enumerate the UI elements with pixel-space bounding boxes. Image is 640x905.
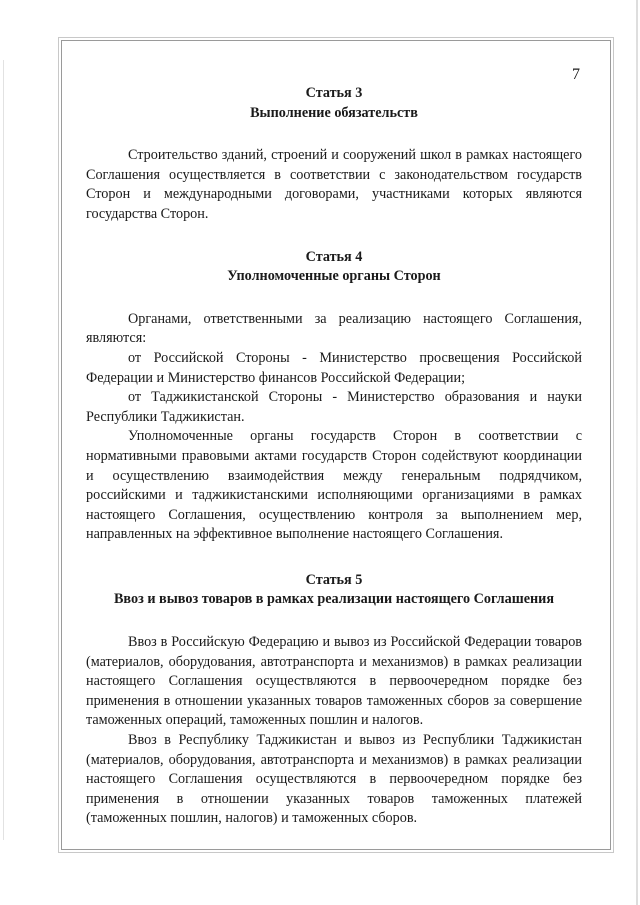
article-3 [86,84,582,225]
article-number: Статья 3 [305,85,363,101]
paragraph: Строительство зданий, строений и сооружений школ в рамках настоящего Соглашения осуществляется в соответствии с законодательством государств Сторон и международными договорами, участниками которых являются государства Сторон. [86,147,582,222]
article-4 [86,248,582,545]
paragraph: от Таджикистанской Стороны - Министерство образования и науки Республики Таджикистан. [86,389,582,425]
article-number: Статья 4 [305,248,363,265]
paragraph: от Российской Стороны - Министерство просвещения Российской Федерации и Министерство финансов Российской Федерации; [86,349,582,386]
article-title: Выполнение обязательств [250,104,418,121]
paragraph: Органами, ответственными за реализацию настоящего Соглашения, являются: [86,310,582,347]
scan-edge-right [636,0,638,905]
article-5 [86,571,582,829]
paragraph: Ввоз в Республику Таджикистан и вывоз из Республики Таджикистан (материалов, оборудования, автотранспорта и механизмов) в рамках реализации настоящего Соглашения осуществляются в первоочередном порядке без применения в отношении указанных товаров таможенных платежей (таможенных пошлин, налогов) и таможенных сборов. [86,732,582,827]
document-body [86,84,582,849]
page-number: 7 [572,66,580,83]
article-title: Уполномоченные органы Сторон [227,268,441,285]
paragraph: Уполномоченные органы государств Сторон в соответствии с нормативными правовыми актами государств Сторон содействуют координации и осуществлению взаимодействия между генеральным подрядчиком, российскими и таджикистанскими исполняющими организациями в рамках настоящего Соглашения, осуществлению контроля за выполнением мер, направленных на эффективное выполнение настоящего Соглашения. [86,428,582,543]
scan-edge-left [3,60,4,840]
paragraph: Ввоз в Российскую Федерацию и вывоз из Российской Федерации товаров (материалов, оборудования, автотранспорта и механизмов) в рамках реализации настоящего Соглашения осуществляются в первоочередном порядке без применения в отношении указанных товаров таможенных сборов за совершение таможенных операций, таможенных пошлин и налогов. [86,634,582,729]
article-title: Ввоз и вывоз товаров в рамках реализации настоящего Соглашения [113,591,555,608]
article-number: Статья 5 [305,571,363,588]
